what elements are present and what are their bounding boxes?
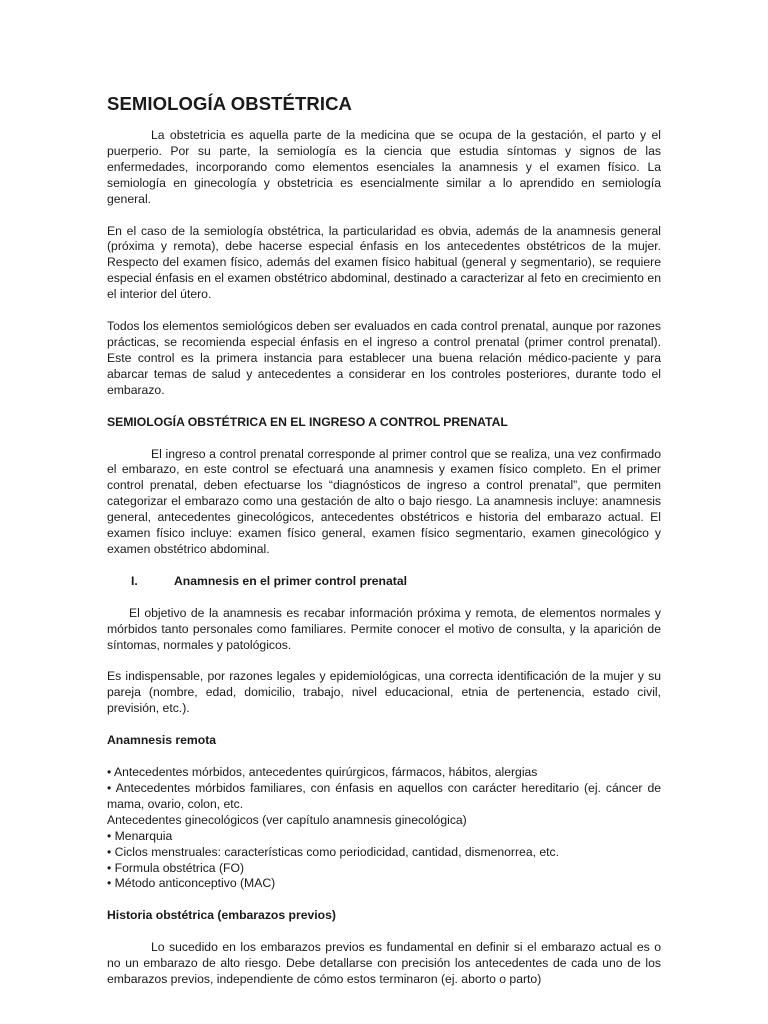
anamnesis-paragraph-2: Es indispensable, por razones legales y epidemiológicas, una correcta identificación de la mujer y su pareja (nombre, edad, domicilio, trabajo, nivel educacional, etnia de pertenencia, estado civil, previsión, etc.). <box>107 669 661 716</box>
section-heading: SEMIOLOGÍA OBSTÉTRICA EN EL INGRESO A CONTROL PRENATAL <box>107 414 508 429</box>
heading-number: I. <box>131 573 138 588</box>
document-title: SEMIOLOGÍA OBSTÉTRICA <box>107 93 353 114</box>
list-item: • Ciclos menstruales: características como periodicidad, cantidad, dismenorrea, etc. <box>107 844 560 859</box>
intro-paragraph-3: Todos los elementos semiológicos deben ser evaluados en cada control prenatal, aunque por razones prácticas, se recomienda especial énfasis en el ingreso a control prenatal (primer control prenatal). Este control es la primera instancia para establecer una buena relación médico-paciente y para abarcar temas de salud y antecedentes a considerar en los controles posteriores, durante todo el embarazo. <box>107 319 661 397</box>
numbered-heading <box>107 574 661 590</box>
intro-paragraph-1: La obstetricia es aquella parte de la medicina que se ocupa de la gestación, el parto y el puerperio. Por su parte, la semiología es la ciencia que estudia síntomas y signos de las enfermedades, incorporando como elementos esenciales la anamnesis y el examen físico. La semiología en ginecología y obstetricia es esencialmente similar a lo aprendido en semiología general. <box>107 128 661 206</box>
intro-paragraph-2: En el caso de la semiología obstétrica, la particularidad es obvia, además de la anamnesis general (próxima y remota), debe hacerse especial énfasis en los antecedentes obstétricos de la mujer. Respecto del examen físico, además del examen físico habitual (general y segmentario), se requiere especial énfasis en el examen obstétrico abdominal, destinado a caracterizar al feto en crecimiento en el interior del útero. <box>107 223 661 302</box>
historia-heading: Historia obstétrica (embarazos previos) <box>107 908 336 923</box>
section-paragraph: El ingreso a control prenatal corresponde al primer control que se realiza, una vez confirmado el embarazo, en este control se efectuará una anamnesis y examen físico completo. En el primer control prenatal, deben efectuarse los “diagnósticos de ingreso a control prenatal”, que permiten categorizar el embarazo como una gestación de alto o bajo riesgo. La anamnesis incluye: anamnesis general, antecedentes ginecológicos, antecedentes obstétricos e historia del embarazo actual. El examen físico incluye: examen físico general, examen físico segmentario, examen ginecológico y examen obstétrico abdominal. <box>107 446 661 556</box>
heading-text: Anamnesis en el primer control prenatal <box>174 573 407 588</box>
list-item: • Método anticonceptivo (MAC) <box>107 876 276 891</box>
remota-heading: Anamnesis remota <box>107 733 217 748</box>
historia-paragraph: Lo sucedido en los embarazos previos es fundamental en definir si el embarazo actual es o no un embarazo de alto riesgo. Debe detallarse con precisión los antecedentes de cada uno de los embarazos previos, independiente de cómo estos terminaron (ej. aborto o parto) <box>107 940 661 987</box>
list-item: • Antecedentes mórbidos, antecedentes quirúrgicos, fármacos, hábitos, alergias <box>107 765 538 780</box>
document-page <box>107 92 661 1004</box>
list-item: Antecedentes ginecológicos (ver capítulo anamnesis ginecológica) <box>107 812 467 827</box>
list-item: • Formula obstétrica (FO) <box>107 860 245 875</box>
remota-list <box>107 765 661 892</box>
anamnesis-paragraph-1: El objetivo de la anamnesis es recabar información próxima y remota, de elementos normales y mórbidos tanto personales como familiares. Permite conocer el motivo de consulta, y la aparición de síntomas, normales y patológicos. <box>107 605 661 652</box>
list-item: • Menarquia <box>107 828 173 843</box>
list-item: • Antecedentes mórbidos familiares, con énfasis en aquellos con carácter hereditario (ej. cáncer de mama, ovario, colon, etc. <box>107 781 661 811</box>
